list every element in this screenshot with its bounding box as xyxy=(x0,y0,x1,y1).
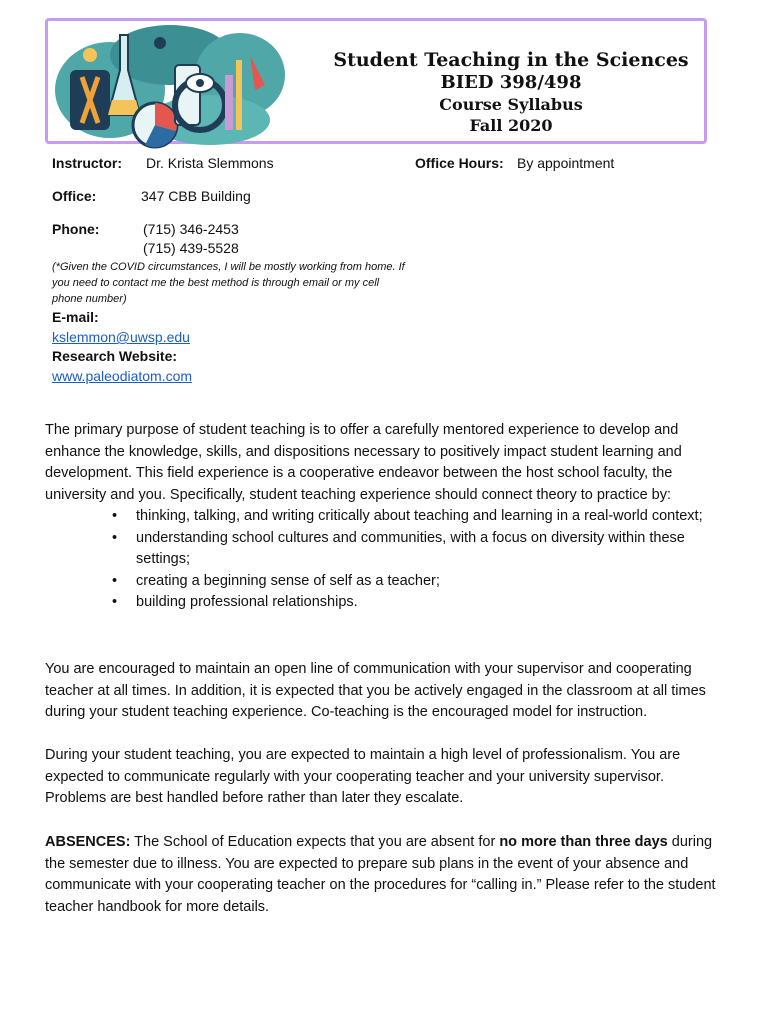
bullet-icon: • xyxy=(112,529,118,546)
list-item-text: creating a beginning sense of self as a teacher; xyxy=(136,572,440,589)
list-item xyxy=(110,528,710,571)
communication-text: You are encouraged to maintain an open line of communication with your supervisor and cooperating teacher at all times. In addition, it is expected that you be actively engaged in the classroom at all times during your student teaching experience. Co-teaching is the encouraged model for instruction. xyxy=(45,661,706,720)
absences-text-a: The School of Education expects that you are absent for xyxy=(130,834,500,850)
list-item xyxy=(110,506,710,528)
professionalism-paragraph xyxy=(45,745,725,810)
absences-label: ABSENCES: xyxy=(45,834,131,850)
bullet-icon: • xyxy=(112,572,118,589)
title-block xyxy=(330,48,692,136)
list-item xyxy=(110,592,710,614)
absences-limit: no more than three days xyxy=(499,834,668,850)
website-link[interactable]: www.paleodiatom.com xyxy=(52,368,193,384)
list-item-text: understanding school cultures and communities, with a focus on diversity within these settings; xyxy=(136,529,685,567)
bullet-icon: • xyxy=(112,508,118,524)
office-label: Office: xyxy=(52,188,97,204)
objectives-list xyxy=(110,506,710,614)
website-label: Research Website: xyxy=(52,348,178,364)
phone-office: (715) 346-2453 xyxy=(143,221,239,237)
absences-text-b: during the semester due to illness. You are expected to prepare sub plans in the event of your absence and communicate with your cooperating teacher on the procedures for “calling in.” Please refer to the student teacher handbook for more details. xyxy=(45,834,716,915)
office-value: 347 CBB Building xyxy=(141,188,251,204)
instructor-name: Dr. Krista Slemmons xyxy=(146,155,274,171)
professionalism-text: During your student teaching, you are expected to maintain a high level of professionalism. You are expected to communicate regularly with your cooperating teacher and your university supervisor. Problems are best handled before rather than later they escalate. xyxy=(45,747,681,806)
email-link[interactable]: kslemmon@uwsp.edu xyxy=(52,329,190,345)
syllabus-label: Course Syllabus xyxy=(439,95,583,114)
office-hours-label: Office Hours: xyxy=(415,155,504,171)
covid-note: (*Given the COVID circumstances, I will be mostly working from home. If you need to contact me the best method is through email or my cell phone number) xyxy=(52,261,405,305)
email-label: E-mail: xyxy=(52,309,99,325)
list-item xyxy=(110,571,710,593)
list-item-text: thinking, talking, and writing critically about teaching and learning in a real-world context; xyxy=(136,508,703,524)
course-number: BIED 398/498 xyxy=(440,72,582,93)
intro-paragraph xyxy=(45,420,725,506)
absences-paragraph xyxy=(45,832,725,918)
science-illustration xyxy=(50,15,290,150)
phone-label: Phone: xyxy=(52,221,100,237)
term: Fall 2020 xyxy=(469,116,553,135)
phone-cell: (715) 439-5528 xyxy=(143,240,239,256)
list-item-text: building professional relationships. xyxy=(136,594,358,610)
office-hours-value: By appointment xyxy=(517,155,615,171)
communication-paragraph xyxy=(45,659,725,724)
bullet-icon: • xyxy=(112,594,118,610)
instructor-label: Instructor: xyxy=(52,155,122,171)
intro-text: The primary purpose of student teaching is to offer a carefully mentored experience to develop and enhance the knowledge, skills, and dispositions necessary to positively impact student learning and development. This field experience is a cooperative endeavor between the host school faculty, the university and you. Specifically, student teaching experience should connect theory to practice by: xyxy=(45,422,682,503)
course-title: Student Teaching in the Sciences xyxy=(333,49,689,71)
